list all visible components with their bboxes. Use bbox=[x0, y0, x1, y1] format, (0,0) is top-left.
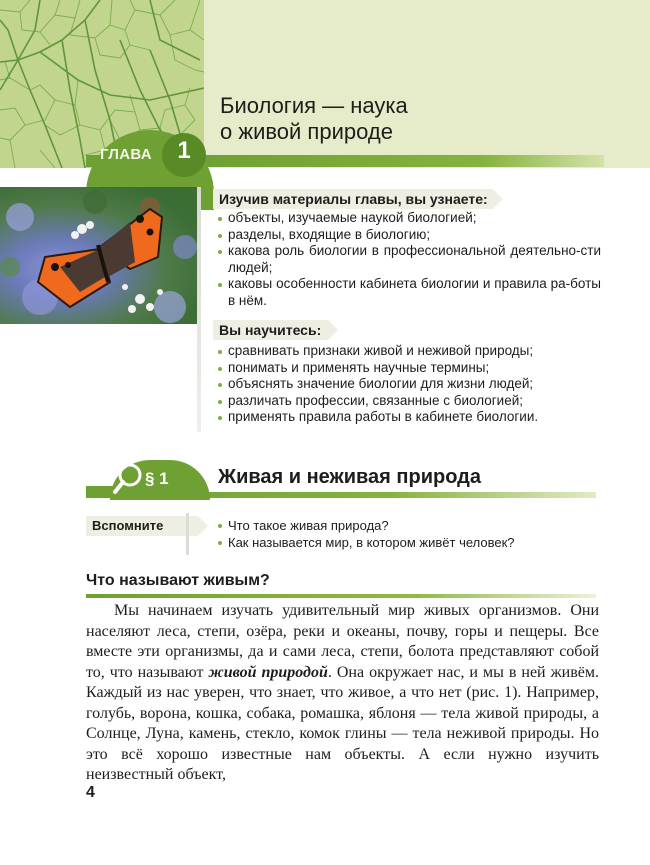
list-item: объяснять значение биологии для жизни людей; bbox=[217, 376, 601, 393]
subsection-title: Что называют живым? bbox=[86, 572, 270, 589]
chapter-title-line2: о живой природе bbox=[220, 119, 393, 144]
page-number: 4 bbox=[86, 784, 95, 801]
chapter-underline-bar bbox=[204, 155, 604, 167]
butterfly-icon bbox=[0, 187, 197, 324]
list-item: Что такое живая природа? bbox=[217, 517, 597, 534]
subsection-underline-bar bbox=[86, 594, 596, 598]
list-item: сравнивать признаки живой и неживой природы; bbox=[217, 343, 601, 360]
list-item: различать профессии, связанные с биологией; bbox=[217, 393, 601, 410]
body-text-before: Мы начинаем изучать удивительный мир живых организмов. Они населяют леса, степи, озёра, реки и океаны, почву, горы и пещеры. Все вместе эти организмы, да и сами леса, степи, болота представляют собой то, что называют bbox=[86, 602, 599, 681]
list-item: разделы, входящие в биологию; bbox=[217, 227, 601, 244]
section-number: § 1 bbox=[145, 469, 169, 488]
chapter-label: ГЛАВА bbox=[100, 146, 152, 163]
chapter-title bbox=[220, 93, 408, 145]
objectives-divider bbox=[197, 187, 201, 432]
section-title: Живая и неживая природа bbox=[218, 466, 481, 488]
body-text-after: . Она окружает нас, и мы в ней живём. Каждый из нас уверен, что знает, что живое, а что нет (рис. 1). Например, голубь, ворона, кошка, собака, ромашка, яблоня — тела живой природы, а Солнце, Луна, камень, стекло, комок глины — тела неживой природы. Но это всё хорошо известные нам объекты. А если нужно изучить неизвестный объект, bbox=[86, 663, 600, 783]
list-item: какова роль биологии в профессиональной деятельно-сти людей; bbox=[217, 243, 601, 276]
skills-list bbox=[217, 343, 601, 426]
recall-label: Вспомните bbox=[86, 516, 198, 536]
list-item: каковы особенности кабинета биологии и правила ра-боты в нём. bbox=[217, 276, 601, 309]
list-item: объекты, изучаемые наукой биологией; bbox=[217, 210, 601, 227]
list-item: применять правила работы в кабинете биологии. bbox=[217, 409, 601, 426]
chapter-title-line1: Биология — наука bbox=[220, 93, 408, 118]
magnifier-icon bbox=[112, 461, 144, 497]
learn-list bbox=[217, 210, 601, 309]
term-emphasis: живой природой bbox=[208, 663, 328, 681]
list-item: понимать и применять научные термины; bbox=[217, 360, 601, 377]
recall-list bbox=[217, 517, 597, 551]
list-item: Как называется мир, в котором живёт человек? bbox=[217, 534, 597, 551]
learn-heading: Изучив материалы главы, вы узнаете: bbox=[213, 189, 493, 209]
chapter-number: 1 bbox=[177, 137, 191, 164]
body-paragraph bbox=[86, 601, 599, 786]
skills-heading: Вы научитесь: bbox=[213, 320, 328, 340]
recall-divider bbox=[186, 513, 189, 555]
butterfly-photo bbox=[0, 187, 197, 324]
